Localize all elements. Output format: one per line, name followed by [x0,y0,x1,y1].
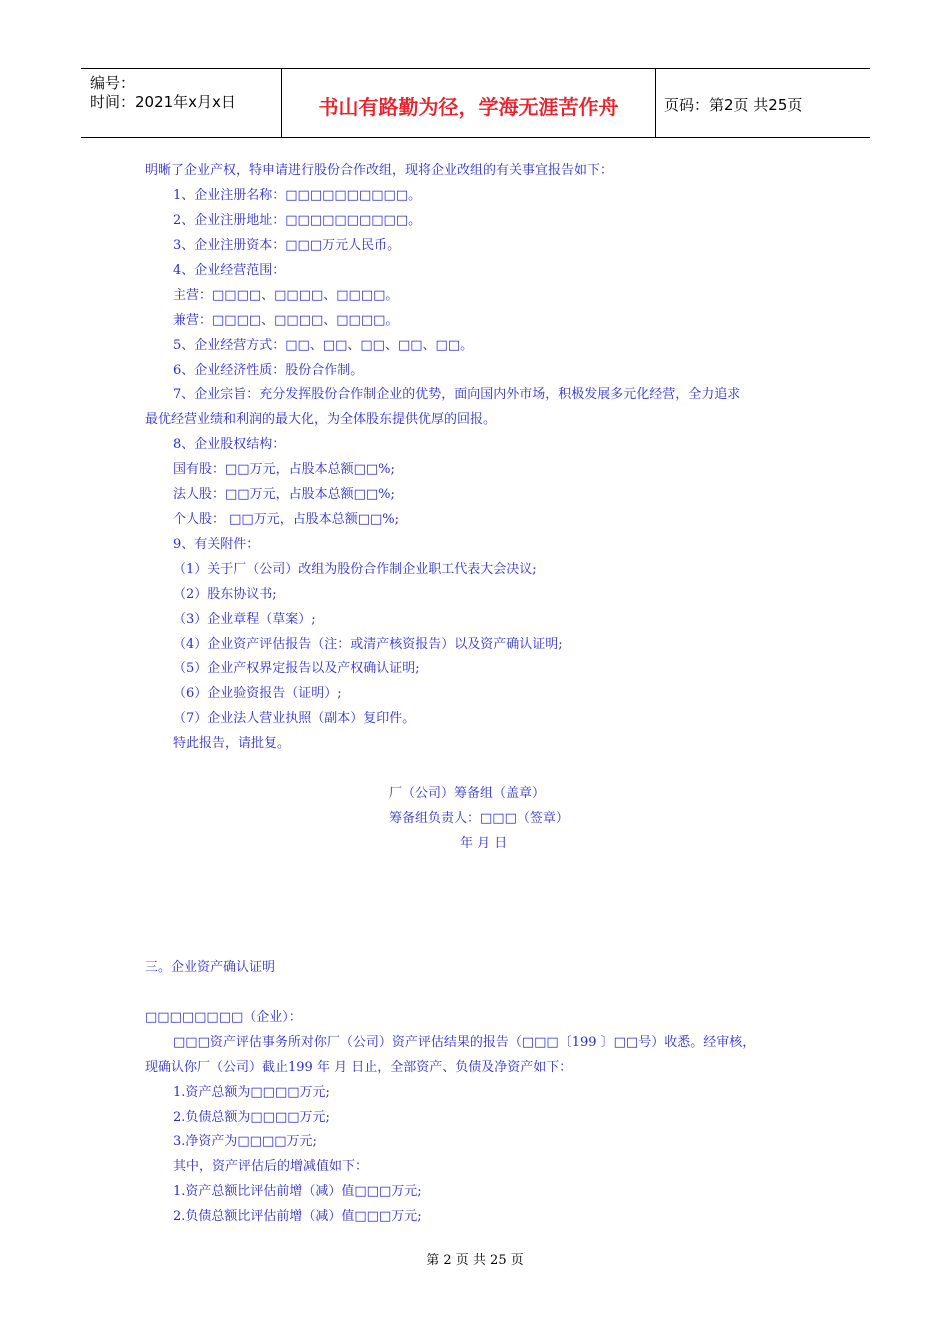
signature-line: 筹备组负责人：□□□（签章） [389,811,569,826]
body-line: （4）企业资产评估报告（注：或清产核资报告）以及资产确认证明; [173,637,563,652]
header-motto-cell [281,69,656,137]
body-line: （7）企业法人营业执照（副本）复印件。 [173,711,416,726]
body-line: 1.资产总额比评估前增（减）值□□□万元; [173,1184,422,1199]
body-line: （2）股东协议书; [173,587,277,602]
header-right-cell [655,69,870,137]
body-line: 7、企业宗旨：充分发挥股份合作制企业的优势，面向国内外市场，积极发展多元化经营，全力追求 [173,387,741,402]
body-line: （5）企业产权界定报告以及产权确认证明; [173,661,420,676]
body-line: 3、企业注册资本：□□□万元人民币。 [173,238,401,253]
body-line: □□□资产评估事务所对你厂（公司）资产评估结果的报告（□□□〔199 〕□□号）收悉。经审核， [173,1035,756,1050]
body-line: 主营：□□□□、□□□□、□□□□。 [173,288,399,303]
body-line: 特此报告，请批复。 [173,736,291,751]
body-line: 国有股：□□万元，占股本总额□□%; [173,462,395,477]
body-line: 6、企业经济性质：股份合作制。 [173,363,364,378]
document-time-label: 时间：2021年x月x日 [90,93,236,111]
header-left-cell [81,69,281,137]
body-line: 法人股：□□万元，占股本总额□□%; [173,487,395,502]
body-line: （3）企业章程（草案）; [173,612,316,627]
body-line: 9、有关附件： [173,537,260,552]
body-line: □□□□□□□□（企业）： [145,1010,302,1025]
body-line: 1.资产总额为□□□□万元; [173,1085,330,1100]
body-line: 个人股： □□万元，占股本总额□□%; [173,512,399,527]
body-line: 2、企业注册地址：□□□□□□□□□□。 [173,213,422,228]
page-footer: 第 2 页 共 25 页 [426,1253,524,1268]
body-line: 3.净资产为□□□□万元; [173,1134,317,1149]
body-line: （6）企业验资报告（证明）; [173,686,342,701]
body-line: 兼营：□□□□、□□□□、□□□□。 [173,313,399,328]
date-line: 年 月 日 [460,836,508,851]
body-line: 明晰了企业产权，特申请进行股份合作改组，现将企业改组的有关事宜报告如下： [145,163,614,178]
body-line: 5、企业经营方式：□□、□□、□□、□□、□□。 [173,338,474,353]
body-line: 4、企业经营范围： [173,263,286,278]
header-motto: 书山有路勤为径，学海无涯苦作舟 [318,95,619,119]
body-line: 8、企业股权结构： [173,437,286,452]
body-line: 最优经营业绩和利润的最大化，为全体股东提供优厚的回报。 [145,412,497,427]
header-page-label: 页码：第2页 共25页 [664,96,803,114]
body-line: 现确认你厂（公司）截止199 年 月 日止，全部资产、负债及净资产如下： [145,1060,573,1075]
document-number-label: 编号： [90,74,136,92]
signature-line: 厂（公司）筹备组（盖章） [389,786,546,801]
body-line: 1、企业注册名称：□□□□□□□□□□。 [173,188,422,203]
body-line: （1）关于厂（公司）改组为股份合作制企业职工代表大会决议; [173,562,537,577]
body-line: 2.负债总额为□□□□万元; [173,1110,330,1125]
page-header [81,68,870,138]
body-line: 其中，资产评估后的增减值如下： [173,1159,369,1174]
section-heading: 三。企业资产确认证明 [145,960,276,975]
body-line: 2.负债总额比评估前增（减）值□□□万元; [173,1209,422,1224]
